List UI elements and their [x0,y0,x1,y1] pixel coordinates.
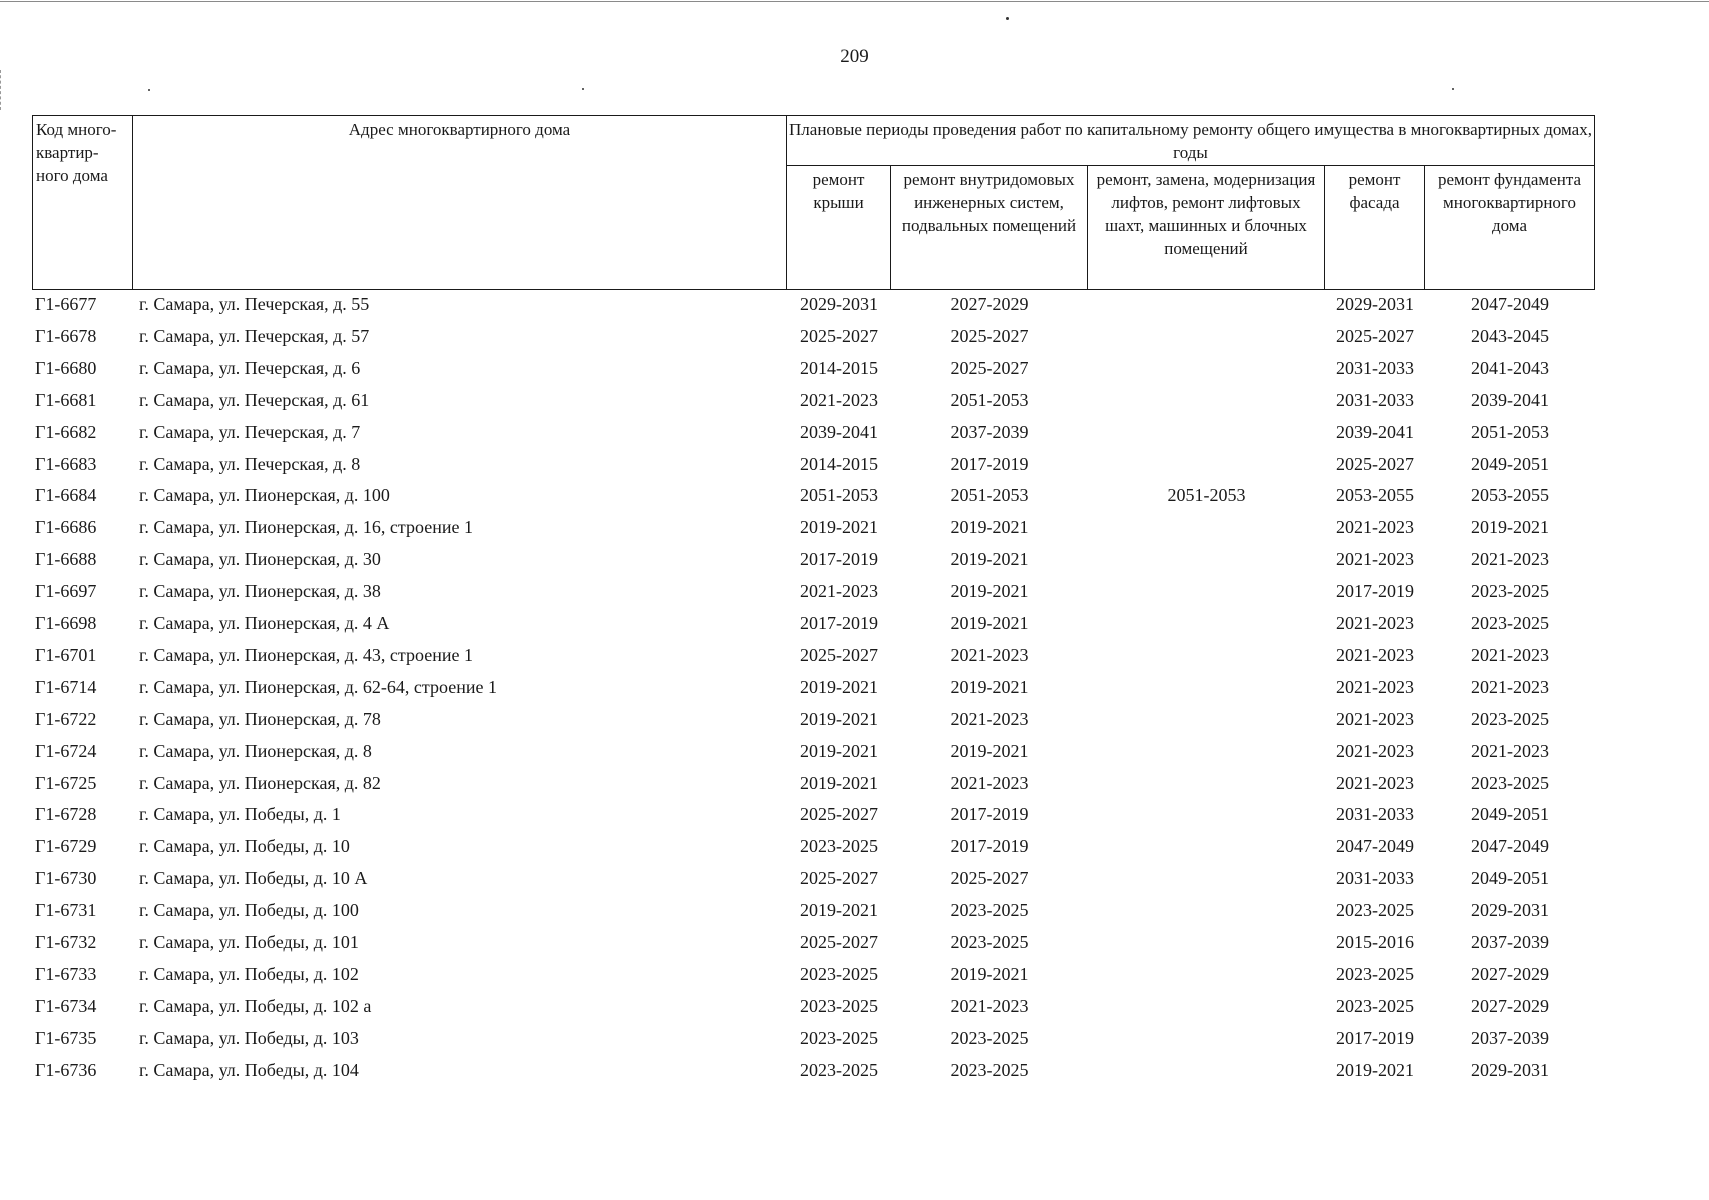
row-facade-period: 2017-2019 [1336,1027,1414,1048]
table-row [0,320,1709,352]
row-address: г. Самара, ул. Пионерская, д. 16, строение 1 [139,517,473,538]
row-facade-period: 2021-2023 [1336,613,1414,633]
row-roof-period: 2019-2021 [800,708,878,729]
row-code: Г1-6682 [35,421,97,442]
row-address: г. Самара, ул. Пионерская, д. 100 [139,485,390,506]
row-facade-period: 2047-2049 [1336,836,1414,857]
row-foundation-period: 2027-2029 [1471,963,1549,984]
header-address: Адрес многоквартирного дома [133,116,787,290]
row-address: г. Самара, ул. Пионерская, д. 38 [139,581,381,602]
row-address: г. Самара, ул. Пионерская, д. 4 А [139,613,390,633]
row-address: г. Самара, ул. Победы, д. 100 [139,900,359,921]
row-engineering-period: 2021-2023 [950,708,1029,729]
row-engineering-period: 2051-2053 [950,389,1029,410]
row-foundation-period: 2037-2039 [1471,1027,1549,1048]
row-facade-period: 2019-2021 [1336,1059,1414,1080]
row-engineering-period: 2051-2053 [950,485,1029,506]
row-code: Г1-6681 [35,389,97,410]
row-foundation-period: 2053-2055 [1471,485,1549,506]
row-roof-period: 2023-2025 [800,995,878,1016]
table-row [0,894,1709,926]
header-engineering: ремонт внутридомовых инженерных систем, подвальных помещений [891,166,1088,290]
row-roof-period: 2017-2019 [800,613,878,633]
row-code: Г1-6725 [35,772,97,793]
row-roof-period: 2039-2041 [800,421,878,442]
row-address: г. Самара, ул. Победы, д. 104 [139,1059,359,1080]
row-facade-period: 2023-2025 [1336,995,1414,1016]
row-facade-period: 2029-2031 [1336,294,1414,314]
row-engineering-period: 2019-2021 [950,549,1029,570]
row-foundation-period: 2021-2023 [1471,740,1549,761]
row-roof-period: 2017-2019 [800,549,878,570]
header-periods: Плановые периоды проведения работ по капитальному ремонту общего имущества в многоквартирных домах, годы [787,116,1595,166]
row-foundation-period: 2029-2031 [1471,1059,1549,1080]
row-facade-period: 2021-2023 [1336,517,1414,538]
row-engineering-period: 2019-2021 [950,740,1029,761]
row-facade-period: 2031-2033 [1336,389,1414,410]
row-roof-period: 2023-2025 [800,836,878,857]
row-facade-period: 2023-2025 [1336,900,1414,921]
row-roof-period: 2019-2021 [800,676,878,697]
row-roof-period: 2021-2023 [800,389,878,410]
table-row [0,448,1709,480]
row-facade-period: 2031-2033 [1336,804,1414,825]
row-code: Г1-6729 [35,836,97,857]
row-code: Г1-6732 [35,932,97,952]
row-foundation-period: 2023-2025 [1471,613,1549,633]
row-roof-period: 2025-2027 [800,868,878,889]
row-engineering-period: 2019-2021 [950,581,1029,602]
scan-top-border [0,1,1709,2]
table-row [0,671,1709,703]
row-foundation-period: 2049-2051 [1471,868,1549,889]
table-row [0,416,1709,448]
row-foundation-period: 2029-2031 [1471,900,1549,921]
row-foundation-period: 2049-2051 [1471,804,1549,825]
row-roof-period: 2019-2021 [800,517,878,538]
row-address: г. Самара, ул. Победы, д. 103 [139,1027,359,1048]
row-roof-period: 2023-2025 [800,963,878,984]
row-foundation-period: 2021-2023 [1471,644,1549,665]
row-code: Г1-6736 [35,1059,97,1080]
row-roof-period: 2023-2025 [800,1027,878,1048]
row-roof-period: 2025-2027 [800,325,878,346]
row-facade-period: 2021-2023 [1336,644,1414,665]
row-facade-period: 2017-2019 [1336,581,1414,602]
row-facade-period: 2053-2055 [1336,485,1414,506]
scan-speck [582,88,584,90]
scan-speck [148,89,150,91]
row-address: г. Самара, ул. Печерская, д. 61 [139,389,370,410]
row-roof-period: 2019-2021 [800,740,878,761]
row-roof-period: 2029-2031 [800,294,878,314]
row-roof-period: 2025-2027 [800,932,878,952]
row-engineering-period: 2025-2027 [950,868,1029,889]
row-code: Г1-6684 [35,485,97,506]
row-code: Г1-6724 [35,740,97,761]
row-roof-period: 2019-2021 [800,900,878,921]
row-roof-period: 2023-2025 [800,1059,878,1080]
row-engineering-period: 2019-2021 [950,613,1029,633]
row-engineering-period: 2017-2019 [950,453,1029,474]
row-address: г. Самара, ул. Пионерская, д. 30 [139,549,381,570]
row-address: г. Самара, ул. Победы, д. 102 [139,963,359,984]
row-code: Г1-6688 [35,549,97,570]
table-row [0,862,1709,894]
row-engineering-period: 2019-2021 [950,676,1029,697]
row-code: Г1-6680 [35,357,97,378]
row-engineering-period: 2023-2025 [950,900,1029,921]
row-code: Г1-6734 [35,995,97,1016]
row-engineering-period: 2019-2021 [950,517,1029,538]
row-facade-period: 2015-2016 [1336,932,1414,952]
row-engineering-period: 2021-2023 [950,772,1029,793]
table-row [0,1022,1709,1054]
row-elevator-period: 2051-2053 [1167,485,1246,506]
header-foundation: ремонт фундамента многоквартирного дома [1425,166,1595,290]
row-code: Г1-6728 [35,804,97,825]
row-foundation-period: 2023-2025 [1471,581,1549,602]
table-header [32,115,1595,290]
row-address: г. Самара, ул. Победы, д. 10 А [139,868,368,889]
row-address: г. Самара, ул. Пионерская, д. 78 [139,708,381,729]
row-roof-period: 2051-2053 [800,485,878,506]
row-code: Г1-6735 [35,1027,97,1048]
header-code: Код много-квартир-ного дома [33,116,133,290]
row-facade-period: 2021-2023 [1336,740,1414,761]
row-foundation-period: 2021-2023 [1471,549,1549,570]
row-code: Г1-6698 [35,613,97,633]
table-row [0,703,1709,735]
row-roof-period: 2014-2015 [800,357,878,378]
row-code: Г1-6677 [35,294,97,314]
row-facade-period: 2021-2023 [1336,549,1414,570]
table-row [0,830,1709,862]
row-code: Г1-6701 [35,644,97,665]
scan-speck [1006,17,1009,20]
scan-speck [1452,88,1454,90]
row-facade-period: 2025-2027 [1336,325,1414,346]
row-facade-period: 2025-2027 [1336,453,1414,474]
row-foundation-period: 2047-2049 [1471,836,1549,857]
row-code: Г1-6686 [35,517,97,538]
row-roof-period: 2019-2021 [800,772,878,793]
row-engineering-period: 2027-2029 [950,294,1029,314]
row-code: Г1-6730 [35,868,97,889]
row-address: г. Самара, ул. Печерская, д. 8 [139,453,361,474]
row-code: Г1-6678 [35,325,97,346]
scan-edge-mark [0,70,4,110]
header-elevators: ремонт, замена, модернизация лифтов, ремонт лифтовых шахт, машинных и блочных помещений [1088,166,1325,290]
table-row [0,352,1709,384]
table-row [0,958,1709,990]
table-row [0,511,1709,543]
row-address: г. Самара, ул. Печерская, д. 7 [139,421,361,442]
row-foundation-period: 2051-2053 [1471,421,1549,442]
row-facade-period: 2023-2025 [1336,963,1414,984]
table-row [0,575,1709,607]
row-roof-period: 2025-2027 [800,644,878,665]
row-foundation-period: 2039-2041 [1471,389,1549,410]
row-engineering-period: 2037-2039 [950,421,1029,442]
row-code: Г1-6731 [35,900,97,921]
row-foundation-period: 2023-2025 [1471,708,1549,729]
row-roof-period: 2025-2027 [800,804,878,825]
row-engineering-period: 2021-2023 [950,995,1029,1016]
row-address: г. Самара, ул. Печерская, д. 55 [139,294,370,314]
row-engineering-period: 2017-2019 [950,836,1029,857]
row-facade-period: 2021-2023 [1336,708,1414,729]
table-row [0,1054,1709,1086]
row-code: Г1-6683 [35,453,97,474]
row-code: Г1-6714 [35,676,97,697]
row-address: г. Самара, ул. Победы, д. 10 [139,836,350,857]
row-foundation-period: 2019-2021 [1471,517,1549,538]
table-row [0,798,1709,830]
row-address: г. Самара, ул. Пионерская, д. 8 [139,740,372,761]
row-foundation-period: 2047-2049 [1471,294,1549,314]
header-facade: ремонт фасада [1325,166,1425,290]
row-address: г. Самара, ул. Победы, д. 102 а [139,995,372,1016]
row-address: г. Самара, ул. Пионерская, д. 62-64, строение 1 [139,676,497,697]
table-row [0,639,1709,671]
row-foundation-period: 2021-2023 [1471,676,1549,697]
row-address: г. Самара, ул. Печерская, д. 57 [139,325,370,346]
row-code: Г1-6733 [35,963,97,984]
row-facade-period: 2031-2033 [1336,357,1414,378]
row-roof-period: 2021-2023 [800,581,878,602]
row-engineering-period: 2023-2025 [950,1027,1029,1048]
row-address: г. Самара, ул. Победы, д. 1 [139,804,341,825]
table-row [0,767,1709,799]
row-facade-period: 2031-2033 [1336,868,1414,889]
row-roof-period: 2014-2015 [800,453,878,474]
row-engineering-period: 2021-2023 [950,644,1029,665]
row-foundation-period: 2043-2045 [1471,325,1549,346]
page-number: 209 [840,46,869,67]
row-engineering-period: 2023-2025 [950,1059,1029,1080]
table-row [0,543,1709,575]
row-foundation-period: 2027-2029 [1471,995,1549,1016]
row-engineering-period: 2023-2025 [950,932,1029,952]
table-row [0,926,1709,958]
row-facade-period: 2021-2023 [1336,676,1414,697]
row-address: г. Самара, ул. Победы, д. 101 [139,932,359,952]
row-foundation-period: 2049-2051 [1471,453,1549,474]
row-foundation-period: 2041-2043 [1471,357,1549,378]
row-engineering-period: 2025-2027 [950,357,1029,378]
row-code: Г1-6697 [35,581,97,602]
table-row [0,479,1709,511]
row-engineering-period: 2017-2019 [950,804,1029,825]
row-address: г. Самара, ул. Печерская, д. 6 [139,357,361,378]
table-row [0,735,1709,767]
row-address: г. Самара, ул. Пионерская, д. 43, строение 1 [139,644,473,665]
row-foundation-period: 2023-2025 [1471,772,1549,793]
table-row [0,288,1709,320]
row-facade-period: 2021-2023 [1336,772,1414,793]
row-code: Г1-6722 [35,708,97,729]
table-row [0,384,1709,416]
header-roof: ремонт крыши [787,166,891,290]
table-row [0,990,1709,1022]
row-facade-period: 2039-2041 [1336,421,1414,442]
table-row [0,607,1709,639]
row-foundation-period: 2037-2039 [1471,932,1549,952]
row-engineering-period: 2025-2027 [950,325,1029,346]
row-engineering-period: 2019-2021 [950,963,1029,984]
row-address: г. Самара, ул. Пионерская, д. 82 [139,772,381,793]
